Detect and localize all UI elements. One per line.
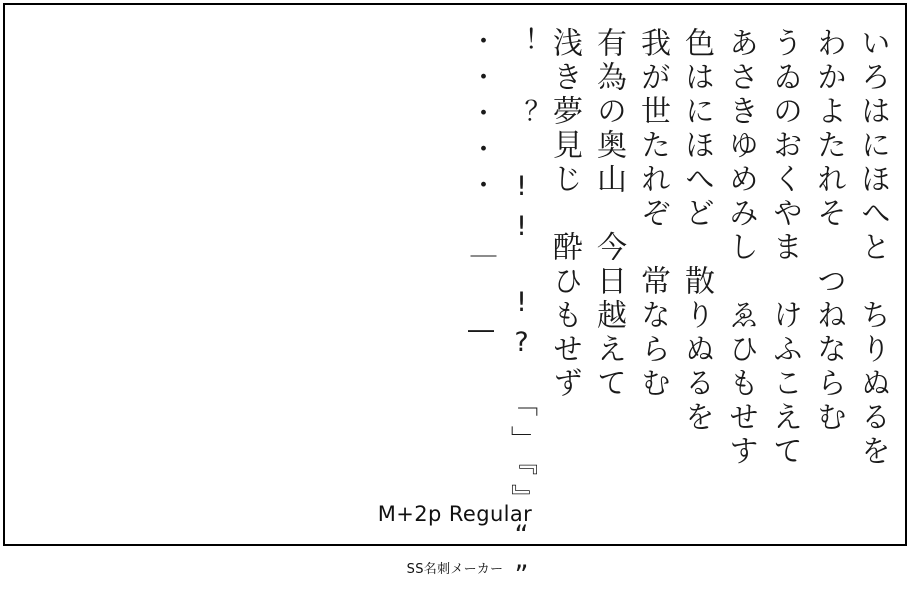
sample-column-1: いろはにほへと ちりぬるを: [855, 27, 890, 469]
footer-caption: SS名刺メーカー: [406, 562, 504, 577]
sample-column-10: ・・・・・ ｜ ―: [466, 27, 496, 355]
sample-column-7: 有為の奥山 今日越えて: [591, 27, 626, 401]
sample-column-9: ！ ？ !! !? 「」『』“”: [506, 27, 537, 600]
sample-column-6: 我が世たれぞ 常ならむ: [635, 27, 670, 401]
sample-column-3: うゐのおくやま けふこえて: [767, 27, 802, 469]
font-name-label: M+2p Regular: [377, 502, 533, 526]
sample-column-8: 浅き夢見じ 酔ひもせず: [547, 27, 582, 401]
sample-column-2: わかよたれそ つねならむ: [811, 27, 846, 435]
sample-column-5: 色はにほへど 散りぬるを: [679, 27, 714, 435]
sample-column-4: あさきゆめみし ゑひもせす: [723, 27, 758, 469]
